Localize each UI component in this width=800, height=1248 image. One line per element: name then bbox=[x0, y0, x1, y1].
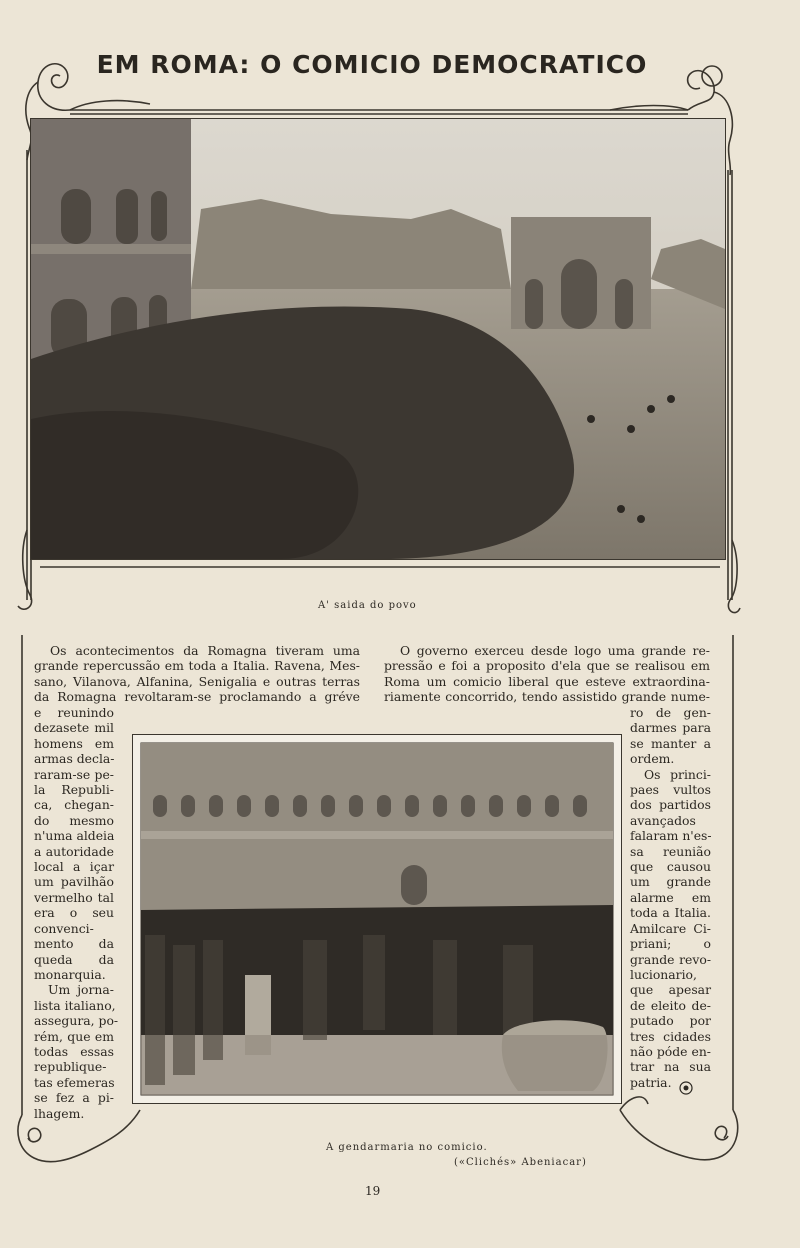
text-line: Um jorna- bbox=[48, 982, 114, 998]
photo-credit: («Clichés» Abeniacar) bbox=[454, 1157, 587, 1168]
text-line: monarquia. bbox=[34, 966, 106, 982]
text-line: a autoridade bbox=[34, 843, 114, 859]
text-line: lhagem. bbox=[34, 1105, 85, 1121]
text-line: dezasete mil bbox=[34, 720, 114, 736]
right-column-top bbox=[384, 643, 710, 705]
text-line: toda a Italia. bbox=[630, 905, 711, 921]
text-line: putado por bbox=[630, 1013, 711, 1029]
page-title: EM ROMA: O COMICIO DEMOCRATICO bbox=[96, 50, 648, 79]
text-line: alarme em bbox=[630, 889, 711, 905]
text-line: paes vultos bbox=[630, 782, 711, 798]
page-number: 19 bbox=[365, 1184, 381, 1198]
text-line: vermelho tal bbox=[34, 889, 114, 905]
text-line: que apesar bbox=[630, 982, 711, 998]
text-line: lucionario, bbox=[630, 966, 697, 982]
text-line: um pavilhão bbox=[34, 874, 114, 890]
text-line: avançados bbox=[630, 812, 696, 828]
text-line: não póde en- bbox=[630, 1043, 711, 1059]
text-line: de eleito de- bbox=[630, 997, 711, 1013]
crowd-photo bbox=[30, 118, 726, 560]
text-line: armas decla- bbox=[34, 751, 115, 767]
text-line: riamente concorrido, tendo assistido grande nume- bbox=[384, 689, 710, 705]
text-line: ca, chegan- bbox=[34, 797, 114, 813]
text-line: local a içar bbox=[34, 859, 114, 875]
text-line: da Romagna revoltaram-se proclamando a gréve bbox=[34, 689, 360, 705]
text-line: ordem. bbox=[630, 751, 675, 767]
text-line: la Republi- bbox=[34, 782, 114, 798]
photo1-caption: A' saida do povo bbox=[318, 600, 417, 611]
text-line: queda da bbox=[34, 951, 114, 967]
text-line: grande repercussão em toda a Italia. Ravena, Mes- bbox=[34, 658, 360, 674]
photo2-caption: A gendarmaria no comicio. bbox=[326, 1142, 488, 1153]
text-line: falaram n'es- bbox=[630, 828, 712, 844]
text-line: republique- bbox=[34, 1059, 107, 1075]
text-line: do mesmo bbox=[34, 812, 114, 828]
text-line: Roma um comicio liberal que esteve extraordina- bbox=[384, 673, 710, 689]
text-line: tas efemeras bbox=[34, 1074, 115, 1090]
text-line: um grande bbox=[630, 874, 711, 890]
text-line: Os acontecimentos da Romagna tiveram uma bbox=[50, 643, 360, 658]
text-line: Amilcare Ci- bbox=[630, 920, 711, 936]
text-line: se manter a bbox=[630, 735, 711, 751]
text-line: raram-se pe- bbox=[34, 766, 114, 782]
text-line: que causou bbox=[630, 859, 711, 875]
text-line: sano, Vilanova, Alfanina, Senigalia e outras terras bbox=[34, 673, 360, 689]
gendarmerie-photo-illustration bbox=[133, 735, 621, 1103]
crowd-photo-illustration bbox=[31, 119, 725, 559]
text-line: dos partidos bbox=[630, 797, 711, 813]
right-narrow-column bbox=[630, 705, 711, 1090]
text-line: ro de gen- bbox=[630, 705, 711, 720]
text-line: mento da bbox=[34, 936, 114, 952]
text-line: O governo exerceu desde logo uma grande re- bbox=[400, 643, 710, 658]
text-line: assegura, po- bbox=[34, 1013, 119, 1029]
left-narrow-column bbox=[34, 705, 119, 1121]
text-line: convenci- bbox=[34, 920, 94, 936]
gendarmerie-photo bbox=[132, 734, 622, 1104]
text-line: todas essas bbox=[34, 1043, 114, 1059]
text-line: e reunindo bbox=[34, 705, 114, 720]
text-line: patria. bbox=[630, 1074, 672, 1090]
text-line: darmes para bbox=[630, 720, 711, 736]
text-line: era o seu bbox=[34, 905, 114, 921]
text-line: homens em bbox=[34, 735, 114, 751]
text-line: trar na sua bbox=[630, 1059, 711, 1075]
text-line: priani; o bbox=[630, 936, 711, 952]
text-line: pressão e foi a proposito d'ela que se realisou em bbox=[384, 658, 710, 674]
text-line: lista italiano, bbox=[34, 997, 116, 1013]
text-line: grande revo- bbox=[630, 951, 711, 967]
text-line: n'uma aldeia bbox=[34, 828, 115, 844]
text-line: sa reunião bbox=[630, 843, 711, 859]
end-of-article-icon bbox=[679, 1081, 693, 1095]
left-column-top bbox=[34, 643, 360, 705]
text-line: Os princi- bbox=[644, 766, 711, 782]
text-line: se fez a pi- bbox=[34, 1090, 114, 1106]
text-line: tres cidades bbox=[630, 1028, 711, 1044]
text-line: rém, que em bbox=[34, 1028, 114, 1044]
